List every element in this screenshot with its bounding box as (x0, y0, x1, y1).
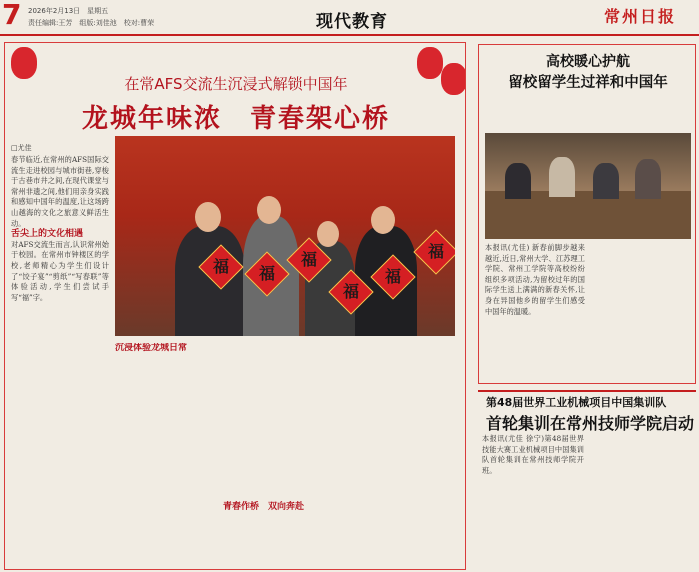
bottom-column-1 (482, 434, 584, 568)
person-figure (505, 163, 531, 199)
fu-couplet: 福 (413, 229, 455, 274)
side-title-line-2: 留校留学生过祥和中国年 (508, 74, 668, 91)
lead-column-2 (115, 343, 215, 563)
fu-couplet: 福 (198, 244, 243, 289)
date-line: 2026年2月13日 星期五 (28, 7, 109, 15)
lead-column-1 (11, 155, 109, 565)
lead-subhead-1: 舌尖上的文化相遇 (11, 229, 84, 240)
side-column-1 (485, 243, 585, 383)
lead-kicker: 在常AFS交流生沉浸式解锁中国年 (124, 75, 348, 93)
lead-article (4, 42, 466, 570)
person-head (195, 202, 221, 232)
lead-headline: 龙城年味浓 青春架心桥 (81, 104, 390, 134)
person-head (317, 221, 339, 247)
bottom-byline: 本报讯(尤佳 徐宁)第48届世界技能大赛工业机械项目中国集训队首轮集训在常州技师学院开班。 (482, 434, 584, 475)
lead-subhead-3: 青春作桥 双向奔赴 (223, 501, 305, 512)
bottom-column-2 (590, 434, 694, 568)
lead-paragraph-1: 春节临近,在常州的AFS国际交流生走进校园与城市街巷,穿梭于古巷市井之间,在现代课堂与常州非遗之间,他们用亲身实践和感知中国年的温度,让这场跨山越海的文化之旅意义鲜活生动。 (11, 155, 109, 228)
person-head (257, 196, 281, 224)
lead-byline: □尤佳 (11, 144, 32, 152)
bottom-kicker: 第48届世界工业机械项目中国集训队 (486, 396, 667, 409)
side-title-line-1: 高校暖心护航 (546, 54, 630, 70)
editor-line: 责任编辑:王芳 组版:刘佳池 校对:曹荣 (28, 19, 155, 27)
person-figure (635, 159, 661, 199)
person-figure (593, 163, 619, 199)
lead-paragraph-2: 对AFS交流生而言,认识常州始于校园。在常州市钟楼区的学校,老师精心为学生们设计了“饺子宴”“剪纸”“写春联”等体验活动,学生们尝试手写“福”字。 (11, 239, 109, 302)
page-number: 7 (2, 0, 22, 31)
person-figure (549, 157, 575, 197)
fu-couplet: 福 (286, 237, 331, 282)
side-column-2 (591, 243, 691, 383)
lead-photo (115, 136, 455, 336)
lead-column-4 (343, 343, 459, 563)
fu-couplet: 福 (328, 269, 373, 314)
divider (478, 390, 696, 392)
section-title: 现代教育 (316, 12, 388, 32)
newspaper-masthead: 常州日报 (604, 7, 677, 26)
side-photo (485, 133, 691, 239)
lead-column-3 (223, 343, 335, 563)
fu-couplet: 福 (370, 254, 415, 299)
lead-subhead-2: 沉浸体验龙城日常 (115, 343, 188, 353)
side-article (478, 44, 696, 384)
bottom-headline: 首轮集训在常州技师学院启动 (486, 414, 695, 433)
side-byline: 本报讯(尤佳) 新春前脚步越来越近,近日,常州大学、江苏理工学院、常州工学院等高校纷纷组织多项活动,为留校过年的国际学生送上满满的新春关怀,让身在异国他乡的留学生们感受中国年的温暖。 (485, 243, 585, 316)
person-head (371, 206, 395, 234)
fu-couplet: 福 (244, 251, 289, 296)
